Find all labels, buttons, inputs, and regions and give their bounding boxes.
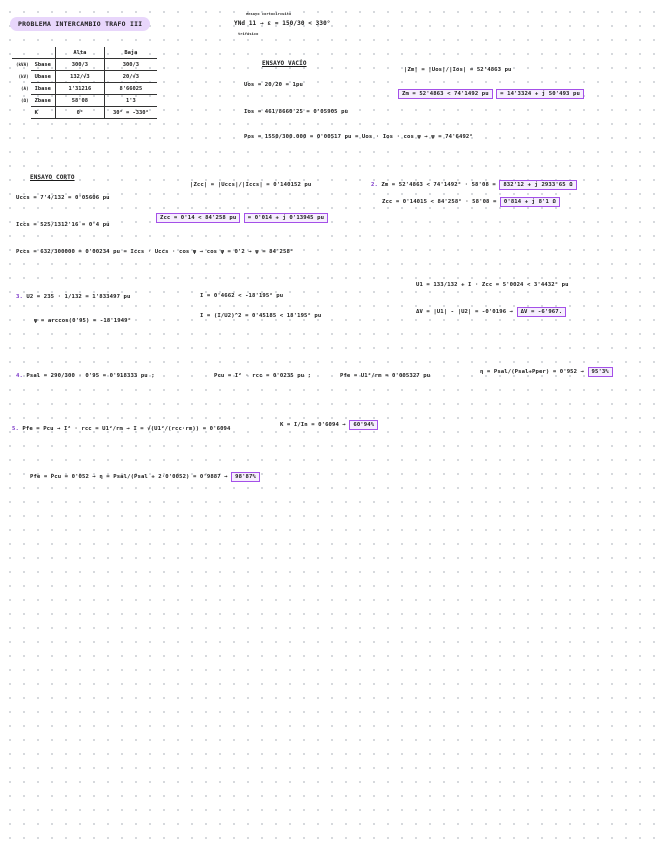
vacio-zm-magnitude: |Zm| = |Uos|/|Ios| = 52'4863 pu bbox=[404, 67, 512, 73]
vacio-heading: ENSAYO VACÍO bbox=[262, 60, 307, 67]
part4-efficiency: η = Psal/(Psal+Pper) = 0'952 → 95'3% bbox=[480, 369, 613, 375]
part5-load-index-box: 60'94% bbox=[349, 420, 378, 430]
vacio-pos: Pos = 1550/300.000 = 0'00517 pu = Uos · Ios · cos ψ → ψ = 74'6492° bbox=[244, 134, 473, 140]
corto-zcc-magnitude: |Zcc| = |Uccs|/|Iccs| = 0'140152 pu bbox=[190, 182, 312, 188]
part2-zm-ohm-box: 832'12 + j 2933'65 Ω bbox=[499, 180, 576, 190]
part3-number: 3. bbox=[16, 294, 23, 300]
page-title: PROBLEMA INTERCAMBIO TRAFO III bbox=[10, 17, 150, 31]
vacio-uos: Uos = 20/20 = 1pu bbox=[244, 82, 303, 88]
part6-line1: Pfe = Pcu = 0'052 → η = Psal/(Psal + 2·0'0052) = 0'9887 → 98'87% bbox=[30, 474, 260, 480]
table-header-alta: Alta bbox=[55, 47, 104, 59]
part4-pfe: Pfe = U1²/rm = 0'005327 pu bbox=[340, 373, 431, 379]
part3-delta-v-box: ΔV = -6'967. bbox=[517, 307, 567, 317]
table-row: (A) Ibase 1'31216 8'66025 bbox=[12, 83, 157, 95]
part5-line1: 5. Pfe = Pcu → I² · rcc = U1²/rm → I = √(U1²/(rcc·rm)) = 0'6094 bbox=[12, 426, 231, 432]
part3-line2: ψ = arccos(0'95) = -18'1949° bbox=[34, 318, 132, 324]
part5-number: 5. bbox=[12, 426, 19, 432]
part4-line1: 4. Psal = 290/300 · 0'95 = 0'918333 pu ; bbox=[16, 373, 155, 379]
part3-line3: I = 0'4662 < -18'195° pu bbox=[200, 293, 284, 299]
corto-uccs: Uccs = 7'4/132 = 0'05606 pu bbox=[16, 195, 110, 201]
part6-efficiency-box: 98'87% bbox=[231, 472, 260, 482]
corto-zcc-result bbox=[156, 215, 328, 221]
zcc-polar: Zcc = 0'14 < 84'258 pu bbox=[156, 213, 240, 223]
zm-polar: Zm = 52'4863 < 74'1492 pu bbox=[398, 89, 493, 99]
corto-heading: ENSAYO CORTO bbox=[30, 174, 75, 181]
table-row: (Ω) Zbase 58'08 1'3 bbox=[12, 95, 157, 107]
header-formula-main: YNd 11 → ε = 150/30 < 330° bbox=[234, 20, 331, 27]
part5-load-index: K = I/In = 0'6094 → 60'94% bbox=[280, 422, 378, 428]
zcc-rect-box: = 0'014 + j 0'13945 pu bbox=[244, 213, 328, 223]
zm-rect-box: = 14'3324 + j 50'493 pu bbox=[496, 89, 584, 99]
vacio-zm-result bbox=[398, 91, 584, 97]
vacio-ios: Ios = 461/8660'25 = 0'05905 pu bbox=[244, 109, 349, 115]
part4-number: 4. bbox=[16, 373, 23, 379]
corto-iccs: Iccs = 525/1312'16 = 0'4 pu bbox=[16, 222, 110, 228]
part4-pcu: Pcu = I² · rcc = 0'0235 pu ; bbox=[214, 373, 312, 379]
part3-delta-v: ΔV = |U1| - |U2| = -0'0196 → ΔV = -6'967. bbox=[416, 309, 566, 315]
header-formula-top: ensayo cortocircuito bbox=[246, 12, 292, 16]
corto-pccs: Pccs = 632/300000 = 0'00234 pu = Iccs · Uccs · cos ψ → cos ψ = 0'2 → ψ = 84'258° bbox=[16, 249, 294, 255]
header-formula-bottom: trifásico bbox=[238, 32, 259, 36]
part3-line1: 3. U2 = 235 · 1/132 = 1'833497 pu bbox=[16, 294, 131, 300]
table-row: (kVA) Sbase 300/3 300/3 bbox=[12, 59, 157, 71]
table-row: (kV) Ubase 132/√3 20/√3 bbox=[12, 71, 157, 83]
table-header-baja: Baja bbox=[104, 47, 157, 59]
part2-line1: 2. Zm = 52'4863 < 74'1492° · 58'08 = 832'12 + j 2933'65 Ω bbox=[371, 182, 577, 188]
base-values-table bbox=[12, 47, 157, 119]
part4-efficiency-box: 95'3% bbox=[588, 367, 613, 377]
part3-line4: I = (I/U2)^2 = 0'45185 < 18'195° pu bbox=[200, 313, 322, 319]
part2-number: 2. bbox=[371, 182, 378, 188]
table-row: K 0° 30° = -330° bbox=[12, 107, 157, 119]
part3-u1: U1 = 133/132 + I · Zcc = 5'0024 < 3'4432° pu bbox=[416, 282, 569, 288]
part2-zcc-ohm-box: 0'814 + j 8'1 Ω bbox=[500, 197, 560, 207]
part2-line2: Zcc = 0'14015 < 84'258° · 58'08 = 0'814 + j 8'1 Ω bbox=[382, 199, 560, 205]
